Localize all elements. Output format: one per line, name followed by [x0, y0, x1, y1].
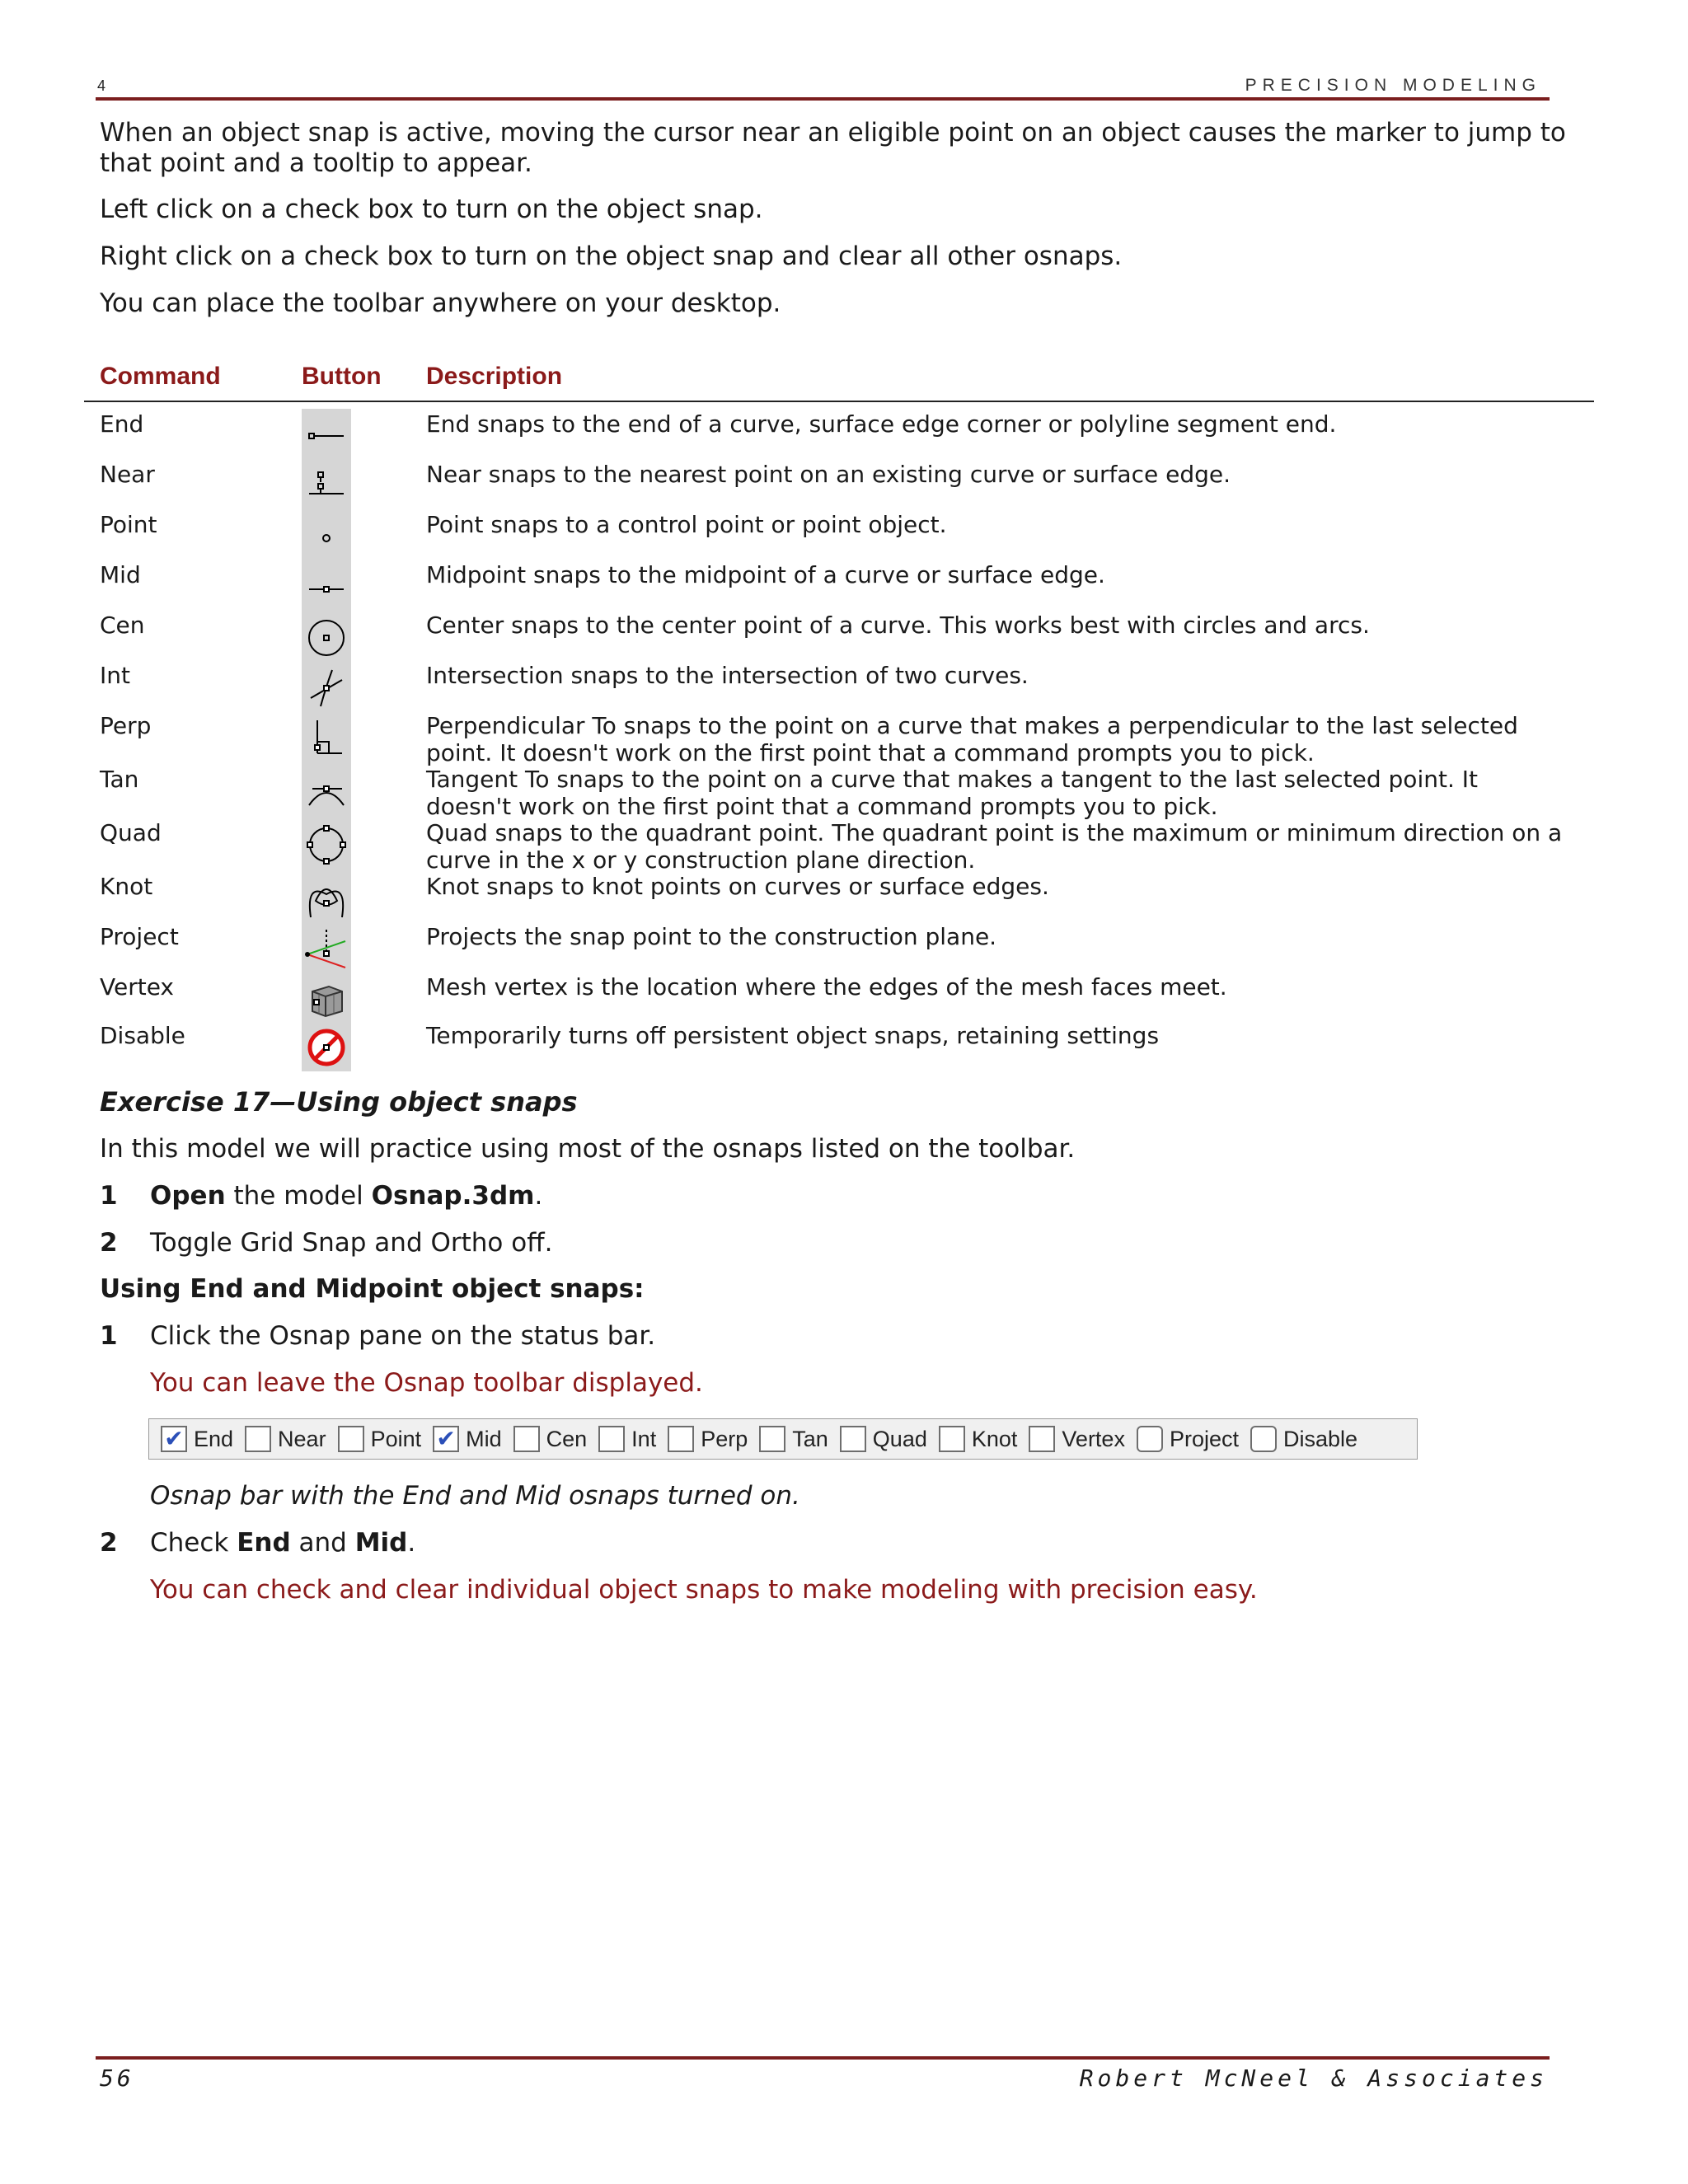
step-text-part: and [290, 1528, 355, 1558]
command-description: Mesh vertex is the location where the edges of the mesh faces meet. [426, 973, 1227, 1001]
command-description: Intersection snaps to the intersection of two curves. [426, 662, 1029, 689]
osnap-checkbox[interactable] [759, 1426, 785, 1452]
osnap-label: Mid [466, 1426, 502, 1451]
command-name: Perp [100, 712, 152, 739]
command-name: End [100, 410, 144, 438]
intro-paragraph: You can place the toolbar anywhere on your desktop. [100, 288, 781, 318]
command-name: Near [100, 461, 155, 488]
command-description: Center snaps to the center point of a curve. This works best with circles and arcs. [426, 612, 1370, 639]
command-name: Point [100, 511, 157, 538]
near-snap-icon[interactable] [304, 464, 349, 509]
osnap-item-project[interactable] [1137, 1426, 1239, 1452]
osnap-checkbox[interactable] [1029, 1426, 1055, 1452]
intro-paragraph: When an object snap is active, moving the cursor near an eligible point on an object causes the marker to jump to that point and a tooltip to appear. [100, 118, 1566, 178]
intro-paragraph: Left click on a check box to turn on the object snap. [100, 194, 763, 224]
osnap-checkbox[interactable] [1250, 1426, 1277, 1452]
command-name: Cen [100, 612, 145, 639]
osnap-label: Near [278, 1426, 326, 1451]
column-header-button: Button [302, 363, 382, 390]
step-number: 1 [100, 1181, 118, 1211]
step-note: You can check and clear individual object snaps to make modeling with precision easy. [150, 1575, 1258, 1605]
osnap-checkbox[interactable] [840, 1426, 866, 1452]
osnap-checkbox[interactable]: ✔ [161, 1426, 187, 1452]
osnap-checkbox[interactable] [245, 1426, 271, 1452]
quadrant-snap-icon[interactable] [304, 823, 349, 867]
command-name: Vertex [100, 973, 175, 1001]
step-text: Toggle Grid Snap and Ortho off. [150, 1228, 553, 1258]
command-description: Near snaps to the nearest point on an existing curve or surface edge. [426, 461, 1231, 488]
exercise-title: Exercise 17—Using object snaps [100, 1086, 578, 1118]
command-name: Tan [100, 766, 139, 793]
step-text-part: . [534, 1181, 543, 1211]
perpendicular-snap-icon[interactable] [304, 715, 349, 760]
table-header-rule [84, 401, 1594, 402]
intro-paragraph: Right click on a check box to turn on the object snap and clear all other osnaps. [100, 241, 1123, 271]
header-rule [96, 97, 1550, 101]
exercise-intro: In this model we will practice using most of the osnaps listed on the toolbar. [100, 1134, 1076, 1164]
step-bold-term: End [237, 1528, 291, 1558]
osnap-label: Knot [971, 1426, 1018, 1451]
osnap-item-vertex[interactable] [1029, 1426, 1125, 1452]
osnap-item-int[interactable] [598, 1426, 656, 1452]
osnap-item-disable[interactable] [1250, 1426, 1357, 1452]
page-header [97, 74, 1548, 97]
footer-rule [96, 2056, 1550, 2060]
step-text [150, 1528, 415, 1558]
command-name: Project [100, 923, 179, 950]
mid-snap-icon[interactable] [304, 565, 349, 609]
command-description: Knot snaps to knot points on curves or surface edges. [426, 873, 1049, 900]
osnap-label: Perp [701, 1426, 748, 1451]
command-description: Tangent To snaps to the point on a curve that makes a tangent to the last selected point. It doesn't work on the first point that a command prompts you to pick. [426, 766, 1478, 820]
step-text-part: the model [225, 1181, 372, 1211]
step-bold-verb: Open [150, 1181, 226, 1211]
step-note: You can leave the Osnap toolbar displayed. [150, 1368, 703, 1398]
command-description: End snaps to the end of a curve, surface edge corner or polyline segment end. [426, 410, 1337, 438]
osnap-checkbox[interactable] [1137, 1426, 1163, 1452]
osnap-item-quad[interactable] [840, 1426, 927, 1452]
osnap-checkbox[interactable] [668, 1426, 694, 1452]
osnap-label: Quad [872, 1426, 927, 1451]
osnap-item-perp[interactable] [668, 1426, 748, 1452]
column-header-description: Description [426, 363, 563, 390]
osnap-checkbox[interactable] [513, 1426, 540, 1452]
point-snap-icon[interactable] [304, 514, 349, 559]
osnap-label: Tan [792, 1426, 828, 1451]
footer-company: Robert McNeel & Associates [1079, 2064, 1548, 2092]
step-file-name: Osnap.3dm [371, 1181, 535, 1211]
osnap-item-near[interactable] [245, 1426, 326, 1452]
osnap-item-end[interactable] [161, 1426, 233, 1452]
step-text: Click the Osnap pane on the status bar. [150, 1321, 656, 1351]
command-description: Temporarily turns off persistent object snaps, retaining settings [426, 1022, 1160, 1049]
figure-caption: Osnap bar with the End and Mid osnaps turned on. [150, 1481, 800, 1511]
header-page-number: 4 [97, 77, 106, 94]
subsection-heading: Using End and Midpoint object snaps: [100, 1274, 645, 1304]
osnap-label: Vertex [1062, 1426, 1125, 1451]
command-name: Mid [100, 561, 141, 588]
command-description: Midpoint snaps to the midpoint of a curve or surface edge. [426, 561, 1105, 588]
step-bold-term: Mid [354, 1528, 408, 1558]
footer-page-number: 56 [100, 2064, 134, 2092]
command-name: Disable [100, 1022, 185, 1049]
osnap-label: Project [1169, 1426, 1239, 1451]
step-number: 2 [100, 1228, 118, 1258]
osnap-checkbox[interactable]: ✔ [433, 1426, 459, 1452]
command-description: Quad snaps to the quadrant point. The quadrant point is the maximum or minimum direction on a curve in the x or y construction plane direction. [426, 819, 1563, 874]
osnap-item-point[interactable] [338, 1426, 422, 1452]
command-name: Quad [100, 819, 162, 846]
osnap-label: Int [631, 1426, 657, 1451]
osnap-item-knot[interactable] [939, 1426, 1018, 1452]
disable-snap-icon[interactable] [304, 1025, 349, 1070]
step-text-part: Check [150, 1528, 237, 1558]
command-description: Point snaps to a control point or point object. [426, 511, 947, 538]
command-description: Projects the snap point to the construction plane. [426, 923, 997, 950]
step-text [150, 1181, 542, 1212]
osnap-checkbox[interactable] [939, 1426, 965, 1452]
step-number: 1 [100, 1321, 118, 1351]
center-snap-icon[interactable] [304, 615, 349, 659]
column-header-command: Command [100, 363, 221, 390]
osnap-checkbox[interactable] [338, 1426, 364, 1452]
project-snap-icon[interactable] [304, 926, 349, 971]
osnap-item-mid[interactable] [433, 1426, 502, 1452]
osnap-item-cen[interactable] [513, 1426, 588, 1452]
intersection-snap-icon[interactable] [304, 665, 349, 710]
header-section-title: PRECISION MODELING [1245, 76, 1541, 95]
osnap-label: End [194, 1426, 234, 1451]
osnap-toolbar [148, 1418, 1418, 1460]
command-name: Knot [100, 873, 153, 900]
end-snap-icon[interactable] [304, 414, 349, 458]
osnap-label: Cen [546, 1426, 588, 1451]
step-text-part: . [407, 1528, 416, 1558]
step-number: 2 [100, 1528, 118, 1558]
vertex-snap-icon[interactable] [304, 977, 349, 1021]
osnap-item-tan[interactable] [759, 1426, 828, 1452]
osnap-label: Point [370, 1426, 422, 1451]
tangent-snap-icon[interactable] [304, 769, 349, 813]
knot-snap-icon[interactable] [304, 876, 349, 921]
osnap-checkbox[interactable] [598, 1426, 625, 1452]
osnap-label: Disable [1283, 1426, 1358, 1451]
command-description: Perpendicular To snaps to the point on a curve that makes a perpendicular to the last selected point. It doesn't work on the first point that a command prompts you to pick. [426, 712, 1518, 766]
command-name: Int [100, 662, 130, 689]
